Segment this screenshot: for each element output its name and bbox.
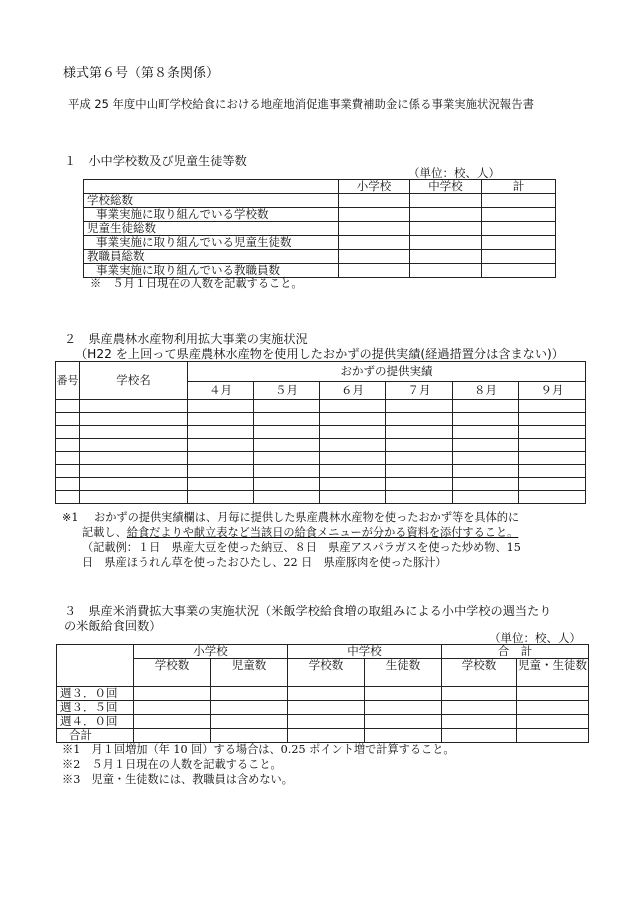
subcol: 学校数: [288, 659, 365, 687]
section1-note: ※ ５月１日現在の人数を記載すること。: [90, 277, 303, 290]
table-row: [56, 439, 586, 452]
col-month: ９月: [519, 382, 586, 400]
col-month: ５月: [254, 382, 320, 400]
section3-note: ※3 児童・生徒数には、教職員は含めない。: [62, 773, 293, 786]
row-label: 事業実施に取り組んでいる学校数: [84, 208, 339, 222]
page-title: 平成 25 年度中山町学校給食における地産地消促進事業費補助金に係る事業実施状況報告書: [68, 97, 534, 111]
section1-unit: （単位：校、人）: [408, 166, 500, 180]
group-total: 合 計: [442, 645, 589, 659]
table-row: [56, 426, 586, 439]
row-label: 週４．０回: [57, 715, 134, 729]
section2-heading: ２ 県産農林水産物利用拡大事業の実施状況: [64, 332, 308, 346]
subcol: 児童・生徒数: [517, 659, 589, 687]
section3-table: [56, 644, 589, 743]
group-junior: 中学校: [288, 645, 442, 659]
table-row: [56, 491, 586, 504]
col-elementary: 小学校: [339, 180, 410, 194]
section2-subheading: （H22 を上回って県産農林水産物を使用したおかずの提供実績(経過措置分は含まない)）: [75, 347, 564, 361]
section3-note: ※1 月１回増加（年 10 回）する場合は、0.25 ポイント増で計算すること。: [62, 743, 455, 756]
table-row: [56, 413, 586, 426]
row-label: 週３．０回: [57, 687, 134, 701]
subcol: 児童数: [211, 659, 288, 687]
section3-heading-line1: ３ 県産米消費拡大事業の実施状況（米飯学校給食増の取組みによる小中学校の週当たり: [64, 604, 552, 618]
col-month: ６月: [320, 382, 386, 400]
section2-note-line3: （記載例：１日 県産大豆を使った納豆、８日 県産アスパラガスを使った炒め物、15: [82, 541, 521, 554]
col-junior: 中学校: [410, 180, 482, 194]
section2-note-line2: 記載し、給食だよりや献立表など当該日の給食メニューが分かる資料を添付すること。: [82, 526, 519, 539]
col-month: ４月: [188, 382, 254, 400]
row-label: 事業実施に取り組んでいる教職員数: [84, 264, 339, 278]
section1-heading: １ 小中学校数及び児童生徒等数: [64, 154, 247, 168]
subcol: 学校数: [134, 659, 211, 687]
row-label: 事業実施に取り組んでいる児童生徒数: [84, 236, 339, 250]
section2-table: [55, 361, 586, 504]
form-label: 様式第６号（第８条関係）: [63, 66, 220, 81]
group-elementary: 小学校: [134, 645, 288, 659]
subcol: 学校数: [442, 659, 517, 687]
table-row: [56, 478, 586, 491]
col-total: 計: [482, 180, 556, 194]
row-label: 教職員総数: [84, 250, 339, 264]
subcol: 生徒数: [365, 659, 442, 687]
table-row: [56, 465, 586, 478]
section2-note-line4: 日 県産ほうれん草を使ったおひたし、22 日 県産豚肉を使った豚汁）: [82, 556, 447, 569]
col-month: ７月: [386, 382, 453, 400]
section2-note-mark: ※1: [62, 511, 79, 524]
row-label: 児童生徒総数: [84, 222, 339, 236]
table-row: [56, 452, 586, 465]
section1-table: [83, 179, 556, 278]
row-label: 週３．５回: [57, 701, 134, 715]
section3-unit: （単位：校、人）: [489, 631, 581, 645]
col-school-name: 学校名: [80, 362, 188, 400]
table-row: [56, 400, 586, 413]
underlined-instruction: 給食だよりや献立表など当該日の給食メニューが分かる資料を添付すること。: [126, 526, 519, 539]
section2-note-line1: おかずの提供実績欄は、月毎に提供した県産農林水産物を使ったおかず等を具体的に: [94, 511, 520, 524]
row-label: 合計: [57, 729, 134, 743]
col-menu-record: おかずの提供実績: [188, 362, 586, 382]
row-label: 学校総数: [84, 194, 339, 208]
section3-note: ※2 ５月１日現在の人数を記載すること。: [62, 758, 282, 771]
col-number: 番号: [56, 362, 80, 400]
section3-heading-line2: の米飯給食回数）: [64, 619, 162, 633]
col-month: ８月: [453, 382, 519, 400]
